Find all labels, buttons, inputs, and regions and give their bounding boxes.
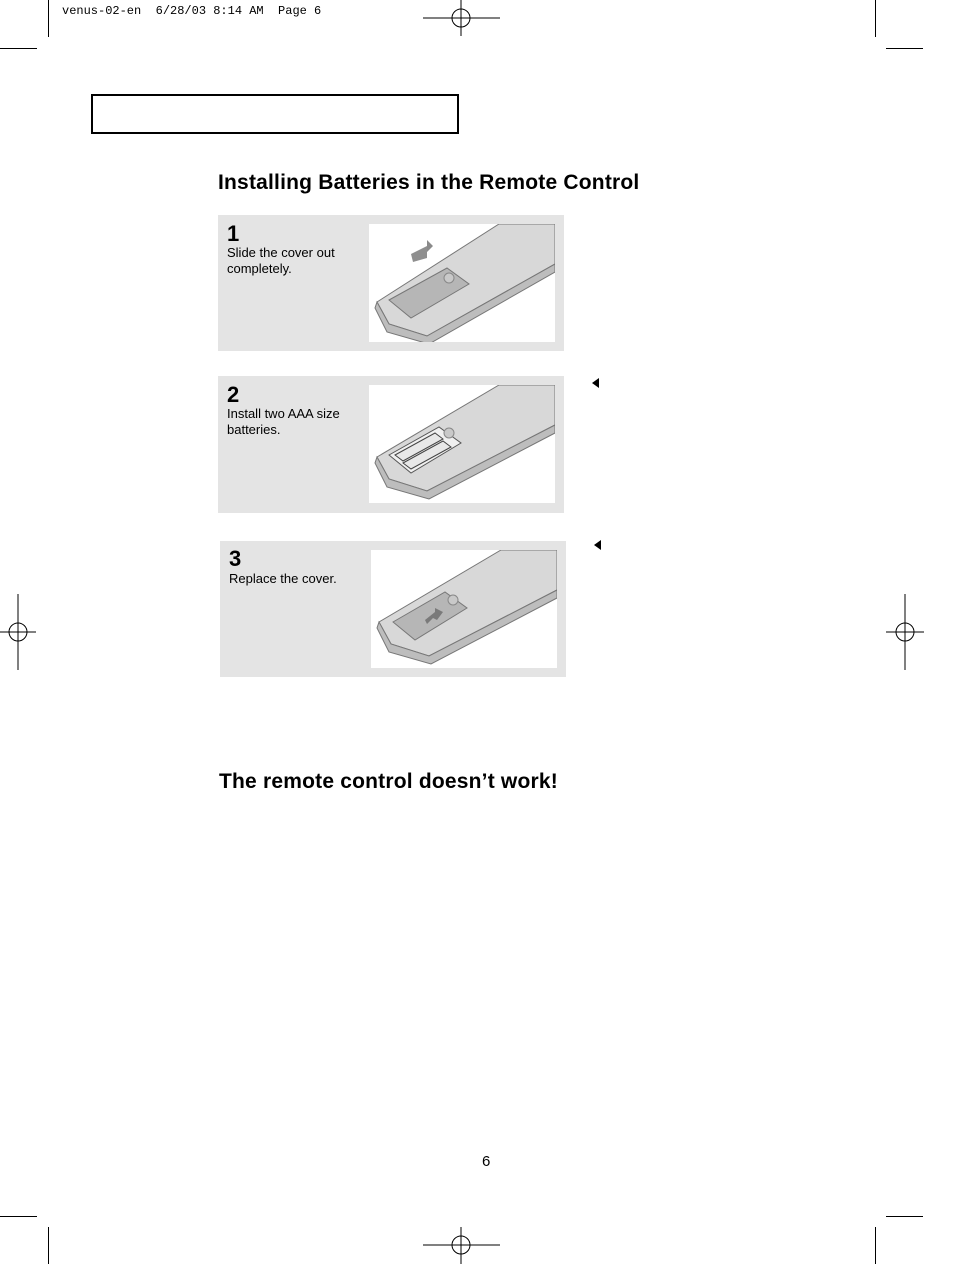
section-title-installing-batteries: Installing Batteries in the Remote Control [218,171,640,194]
step-text: Slide the cover out completely. [227,245,335,276]
step-text: Replace the cover. [229,571,337,586]
remote-cover-slide-illustration [369,224,555,342]
step-number: 3 [229,546,242,571]
step-number: 1 [227,221,240,246]
remote-replace-cover-illustration [371,550,557,668]
step-number: 2 [227,382,240,407]
step-2-panel [218,376,564,513]
print-slug: venus-02-en 6/28/03 8:14 AM Page 6 [62,4,322,18]
page-number: 6 [482,1153,491,1170]
step-1-panel [218,215,564,351]
section-title-remote-not-working: The remote control doesn’t work! [219,770,558,793]
step-3-panel [220,541,566,677]
remote-batteries-illustration [369,385,555,503]
pointer-left-icon [592,378,599,388]
header-box [91,94,459,134]
pointer-left-icon [594,540,601,550]
step-text: Install two AAA size batteries. [227,406,340,437]
